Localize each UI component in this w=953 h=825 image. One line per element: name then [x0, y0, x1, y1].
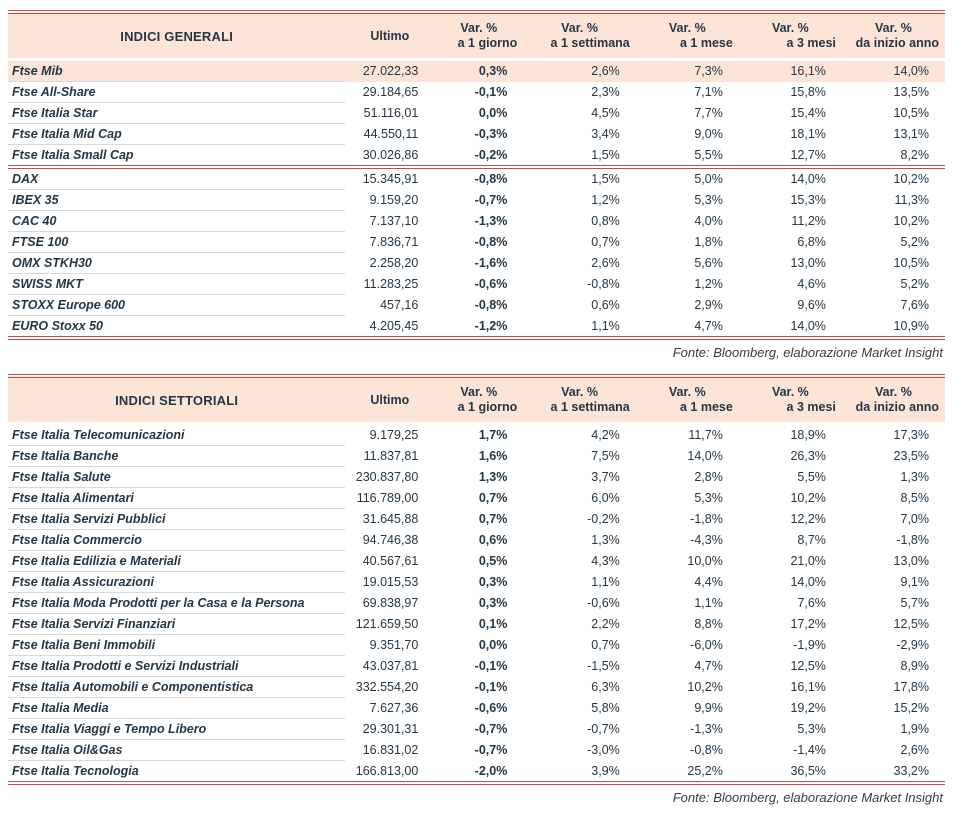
var-value: -0,8%	[690, 743, 723, 757]
index-name: Ftse Italia Small Cap	[8, 145, 345, 168]
var-value: 11,2%	[791, 214, 826, 228]
index-name: Ftse Italia Servizi Pubblici	[8, 509, 345, 530]
var-value: 11,7%	[688, 428, 723, 443]
var-value: 5,7%	[900, 596, 929, 610]
ultimo-value: 15.345,91	[345, 167, 434, 190]
var-value: -0,1%	[474, 85, 508, 99]
var-value: 13,5%	[893, 85, 929, 99]
var-value: 14,0%	[842, 60, 945, 82]
col-header-top: Var. %	[561, 21, 598, 35]
ultimo-value: 4.205,45	[345, 316, 434, 339]
ultimo-value: 166.813,00	[345, 761, 434, 784]
var-value: 1,8%	[694, 235, 723, 249]
var-value: -0,1%	[474, 659, 508, 673]
var-value: 25,2%	[636, 761, 739, 784]
var-value: 0,1%	[478, 617, 508, 631]
col-header-top: Var. %	[561, 385, 598, 399]
var-value: 8,9%	[900, 659, 929, 673]
index-name: Ftse Italia Beni Immobili	[8, 635, 345, 656]
var-value: 2,6%	[523, 60, 635, 82]
var-value: 21,0%	[790, 554, 826, 568]
var-value: 10,2%	[790, 491, 826, 505]
var-value: -1,9%	[793, 638, 826, 652]
col-header-var-1-mese	[636, 12, 739, 60]
var-value: 0,3%	[478, 575, 508, 589]
table-row	[8, 761, 945, 784]
ultimo-value: 27.022,33	[345, 60, 434, 82]
index-name: Ftse Italia Telecomunicazioni	[8, 424, 345, 446]
var-value: -2,0%	[434, 761, 523, 784]
table-body	[8, 424, 945, 784]
var-value: 26,3%	[790, 449, 826, 463]
source-note: Fonte: Bloomberg, elaborazione Market Insight	[672, 790, 943, 805]
var-value: 5,8%	[591, 701, 620, 715]
var-value: 4,5%	[591, 106, 620, 120]
var-value: 18,1%	[790, 127, 826, 141]
var-value: 3,9%	[523, 761, 635, 784]
ultimo-value: 44.550,11	[363, 127, 419, 141]
var-value: 10,0%	[687, 554, 723, 568]
var-value: 18,9%	[790, 428, 826, 443]
source-note: Fonte: Bloomberg, elaborazione Market Insight	[672, 345, 943, 360]
var-value: -0,3%	[474, 127, 508, 141]
index-name: STOXX Europe 600	[8, 295, 345, 316]
var-value: 12,2%	[790, 512, 826, 526]
table-row	[8, 167, 945, 190]
var-value: 16,1%	[790, 680, 826, 694]
ultimo-value: 69.838,97	[362, 596, 419, 610]
var-value: 0,8%	[591, 214, 620, 228]
col-header-top: Var. %	[668, 21, 706, 35]
var-value: 6,3%	[591, 680, 620, 694]
var-value: 13,1%	[893, 127, 929, 141]
table-row	[8, 593, 945, 614]
var-value: 5,5%	[797, 470, 826, 484]
header-row	[8, 12, 945, 60]
col-header-bottom: a 1 mese	[680, 36, 733, 50]
index-name: OMX STKH30	[8, 253, 345, 274]
var-value: -1,8%	[896, 533, 929, 547]
var-value: 4,4%	[694, 575, 723, 589]
var-value: 5,0%	[636, 167, 739, 190]
table-row	[8, 211, 945, 232]
indici-settoriali-table	[8, 374, 945, 785]
var-value: 10,5%	[893, 256, 929, 270]
ultimo-value: 121.659,50	[355, 617, 419, 631]
table-row	[8, 656, 945, 677]
var-value: 36,5%	[739, 761, 842, 784]
header-row	[8, 376, 945, 424]
var-value: 1,7%	[478, 428, 508, 443]
var-value: 33,2%	[842, 761, 945, 784]
var-value: 1,9%	[900, 722, 929, 736]
ultimo-value: 51.116,01	[363, 106, 419, 120]
ultimo-value: 40.567,61	[362, 554, 419, 568]
var-value: 9,6%	[797, 298, 826, 312]
var-value: 10,9%	[842, 316, 945, 339]
var-value: 12,5%	[893, 617, 929, 631]
col-header-var-1-settimana	[523, 376, 635, 424]
var-value: 13,0%	[790, 256, 826, 270]
index-name: FTSE 100	[8, 232, 345, 253]
var-value: 10,2%	[842, 167, 945, 190]
var-value: 0,7%	[591, 235, 620, 249]
ultimo-value: 9.351,70	[369, 638, 419, 652]
var-value: 4,2%	[591, 428, 620, 443]
table-row	[8, 698, 945, 719]
var-value: 0,0%	[478, 106, 508, 120]
col-header-top: Var. %	[771, 21, 809, 35]
index-name: Ftse Italia Commercio	[8, 530, 345, 551]
index-name: Ftse Italia Banche	[8, 446, 345, 467]
index-name: Ftse Italia Mid Cap	[8, 124, 345, 145]
table-row	[8, 509, 945, 530]
var-value: 4,3%	[591, 554, 620, 568]
var-value: 19,2%	[790, 701, 826, 715]
ultimo-value: 7.627,36	[369, 701, 419, 715]
col-header-bottom: da inizio anno	[855, 36, 939, 50]
var-value: 10,2%	[893, 214, 929, 228]
var-value: 0,6%	[591, 298, 620, 312]
table-row	[8, 614, 945, 635]
ultimo-value: 29.301,31	[362, 722, 419, 736]
var-value: -1,8%	[690, 512, 723, 526]
index-name: Ftse Italia Media	[8, 698, 345, 719]
var-value: 4,7%	[636, 316, 739, 339]
index-name: Ftse All-Share	[8, 82, 345, 103]
col-header-top: Var. %	[875, 385, 912, 399]
ultimo-value: 2.258,20	[369, 256, 419, 270]
var-value: 0,7%	[478, 491, 508, 505]
var-value: 17,2%	[790, 617, 826, 631]
col-header-ultimo: Ultimo	[345, 12, 434, 60]
ultimo-value: 11.283,25	[363, 277, 419, 291]
var-value: -1,2%	[434, 316, 523, 339]
indici-generali-block	[8, 10, 945, 360]
var-value: -1,6%	[474, 256, 508, 270]
var-value: -0,7%	[587, 722, 620, 736]
var-value: 2,3%	[591, 85, 620, 99]
table-row	[8, 60, 945, 82]
index-name: Ftse Italia Servizi Finanziari	[8, 614, 345, 635]
var-value: -0,2%	[474, 147, 508, 162]
var-value: 1,3%	[900, 470, 929, 484]
var-value: 23,5%	[893, 449, 929, 463]
table-row	[8, 424, 945, 446]
table-row	[8, 190, 945, 211]
var-value: 3,7%	[591, 470, 620, 484]
col-header-top: Var. %	[875, 21, 912, 35]
table-row	[8, 677, 945, 698]
var-value: 10,5%	[893, 106, 929, 120]
table-row	[8, 530, 945, 551]
var-value: 15,2%	[893, 701, 929, 715]
var-value: -0,6%	[474, 277, 508, 291]
table-row	[8, 232, 945, 253]
index-name: EURO Stoxx 50	[8, 316, 345, 339]
var-value: 15,3%	[790, 193, 826, 207]
var-value: -0,8%	[587, 277, 620, 291]
var-value: -3,0%	[587, 743, 620, 757]
var-value: -0,8%	[474, 235, 508, 249]
table-row	[8, 446, 945, 467]
ultimo-value: 29.184,65	[362, 85, 419, 99]
var-value: 3,4%	[591, 127, 620, 141]
col-header-top: Var. %	[668, 385, 706, 399]
var-value: 13,0%	[893, 554, 929, 568]
col-header-var-1-settimana	[523, 12, 635, 60]
var-value: 11,3%	[894, 193, 929, 207]
col-header-var-inizio-anno	[842, 12, 945, 60]
var-value: 8,8%	[694, 617, 723, 631]
table-row	[8, 295, 945, 316]
var-value: 1,2%	[694, 277, 723, 291]
var-value: 9,0%	[694, 127, 723, 141]
table-row	[8, 145, 945, 168]
index-name: Ftse Italia Automobili e Componentistica	[8, 677, 345, 698]
var-value: 10,2%	[687, 680, 723, 694]
table-row	[8, 82, 945, 103]
index-name: Ftse Italia Viaggi e Tempo Libero	[8, 719, 345, 740]
col-header-bottom: a 1 giorno	[457, 400, 518, 414]
var-value: 15,8%	[790, 85, 826, 99]
col-header-bottom: a 3 mesi	[786, 36, 836, 50]
table-row	[8, 740, 945, 761]
col-header-top: Var. %	[460, 21, 498, 35]
col-header-var-inizio-anno	[842, 376, 945, 424]
var-value: 0,7%	[591, 638, 620, 652]
var-value: 0,7%	[478, 512, 508, 526]
var-value: 5,3%	[797, 722, 826, 736]
var-value: 12,5%	[790, 659, 826, 673]
col-header-var-3-mesi	[739, 12, 842, 60]
var-value: 1,1%	[591, 575, 620, 589]
var-value: 1,6%	[478, 449, 508, 463]
var-value: 1,3%	[591, 533, 620, 547]
var-value: 7,5%	[591, 449, 620, 463]
var-value: -0,7%	[474, 722, 508, 736]
index-name: IBEX 35	[8, 190, 345, 211]
var-value: 6,8%	[797, 235, 826, 249]
index-name: DAX	[8, 167, 345, 190]
var-value: 6,0%	[591, 491, 620, 505]
var-value: 17,8%	[893, 680, 929, 694]
var-value: -1,3%	[690, 722, 723, 736]
col-header-var-1-giorno	[434, 12, 523, 60]
table-body	[8, 60, 945, 339]
var-value: 4,6%	[797, 277, 826, 291]
index-name: Ftse Mib	[8, 60, 345, 82]
col-header-ultimo: Ultimo	[345, 376, 434, 424]
var-value: 0,3%	[434, 60, 523, 82]
var-value: 1,2%	[591, 193, 620, 207]
var-value: 14,0%	[687, 449, 723, 463]
ultimo-value: 30.026,86	[362, 147, 419, 162]
ultimo-value: 11.837,81	[363, 449, 419, 463]
var-value: -0,8%	[434, 167, 523, 190]
col-header-bottom: da inizio anno	[855, 400, 939, 414]
col-header-bottom: a 1 mese	[680, 400, 733, 414]
col-header-top: Var. %	[771, 385, 809, 399]
index-name: Ftse Italia Edilizia e Materiali	[8, 551, 345, 572]
var-value: -6,0%	[690, 638, 723, 652]
var-value: 5,5%	[694, 147, 723, 162]
ultimo-value: 43.037,81	[362, 659, 419, 673]
ultimo-value: 16.831,02	[362, 743, 419, 757]
col-header-var-3-mesi	[739, 376, 842, 424]
var-value: -0,6%	[474, 701, 508, 715]
table-row	[8, 124, 945, 145]
var-value: -2,9%	[896, 638, 929, 652]
table-row	[8, 274, 945, 295]
table-row	[8, 103, 945, 124]
var-value: 0,6%	[478, 533, 508, 547]
ultimo-value: 94.746,38	[362, 533, 419, 547]
var-value: 1,5%	[591, 147, 620, 162]
var-value: 1,1%	[694, 596, 723, 610]
var-value: 7,6%	[797, 596, 826, 610]
var-value: 5,2%	[900, 277, 929, 291]
col-header-bottom: a 3 mesi	[786, 400, 836, 414]
table-row	[8, 488, 945, 509]
col-header-bottom: a 1 settimana	[550, 400, 630, 414]
var-value: 2,9%	[694, 298, 723, 312]
var-value: 2,8%	[694, 470, 723, 484]
var-value: 5,3%	[694, 193, 723, 207]
var-value: 7,1%	[694, 85, 723, 99]
ultimo-value: 332.554,20	[355, 680, 419, 694]
var-value: 17,3%	[893, 428, 929, 443]
table-row	[8, 467, 945, 488]
ultimo-value: 31.645,88	[362, 512, 419, 526]
var-value: 7,0%	[900, 512, 929, 526]
var-value: -0,1%	[474, 680, 508, 694]
var-value: -1,3%	[474, 214, 508, 228]
var-value: 4,7%	[694, 659, 723, 673]
table-title: INDICI SETTORIALI	[8, 376, 345, 424]
indici-generali-table	[8, 10, 945, 340]
table-title: INDICI GENERALI	[8, 12, 345, 60]
col-header-bottom: a 1 giorno	[457, 36, 518, 50]
table-row	[8, 635, 945, 656]
indici-settoriali-block	[8, 374, 945, 805]
var-value: 5,2%	[900, 235, 929, 249]
var-value: -1,4%	[793, 743, 826, 757]
index-name: CAC 40	[8, 211, 345, 232]
var-value: 7,7%	[694, 106, 723, 120]
var-value: 15,4%	[790, 106, 826, 120]
ultimo-value: 7.137,10	[369, 214, 419, 228]
var-value: 8,2%	[900, 147, 929, 162]
var-value: 5,3%	[694, 491, 723, 505]
var-value: -0,6%	[587, 596, 620, 610]
var-value: 16,1%	[739, 60, 842, 82]
var-value: 0,5%	[478, 554, 508, 568]
var-value: 12,7%	[790, 147, 826, 162]
var-value: 4,0%	[694, 214, 723, 228]
index-name: Ftse Italia Prodotti e Servizi Industriali	[8, 656, 345, 677]
table-row	[8, 719, 945, 740]
var-value: 1,5%	[523, 167, 635, 190]
var-value: -4,3%	[690, 533, 723, 547]
var-value: 2,6%	[591, 256, 620, 270]
ultimo-value: 19.015,53	[362, 575, 419, 589]
var-value: 2,6%	[900, 743, 929, 757]
var-value: 0,0%	[478, 638, 508, 652]
col-header-bottom: a 1 settimana	[550, 36, 630, 50]
table-row	[8, 572, 945, 593]
var-value: 14,0%	[739, 316, 842, 339]
index-name: Ftse Italia Star	[8, 103, 345, 124]
col-header-var-1-mese	[636, 376, 739, 424]
var-value: 1,3%	[478, 470, 508, 484]
index-name: SWISS MKT	[8, 274, 345, 295]
table-row	[8, 316, 945, 339]
ultimo-value: 9.159,20	[369, 193, 419, 207]
ultimo-value: 457,16	[380, 298, 419, 312]
var-value: -0,2%	[587, 512, 620, 526]
index-name: Ftse Italia Alimentari	[8, 488, 345, 509]
var-value: 0,3%	[478, 596, 508, 610]
ultimo-value: 9.179,25	[369, 428, 419, 443]
index-name: Ftse Italia Moda Prodotti per la Casa e la Persona	[8, 593, 345, 614]
var-value: -0,8%	[474, 298, 508, 312]
table-row	[8, 253, 945, 274]
var-value: -0,7%	[474, 193, 508, 207]
var-value: -0,7%	[474, 743, 508, 757]
var-value: 7,6%	[900, 298, 929, 312]
var-value: 8,7%	[797, 533, 826, 547]
var-value: 9,1%	[900, 575, 929, 589]
var-value: 14,0%	[790, 575, 826, 589]
var-value: 14,0%	[739, 167, 842, 190]
ultimo-value: 230.837,80	[355, 470, 419, 484]
var-value: -1,5%	[587, 659, 620, 673]
index-name: Ftse Italia Assicurazioni	[8, 572, 345, 593]
var-value: 8,5%	[900, 491, 929, 505]
ultimo-value: 116.789,00	[356, 491, 419, 505]
var-value: 9,9%	[694, 701, 723, 715]
index-name: Ftse Italia Oil&Gas	[8, 740, 345, 761]
col-header-var-1-giorno	[434, 376, 523, 424]
ultimo-value: 7.836,71	[369, 235, 419, 249]
var-value: 5,6%	[694, 256, 723, 270]
var-value: 2,2%	[591, 617, 620, 631]
var-value: 1,1%	[523, 316, 635, 339]
index-name: Ftse Italia Salute	[8, 467, 345, 488]
index-name: Ftse Italia Tecnologia	[8, 761, 345, 784]
var-value: 7,3%	[636, 60, 739, 82]
col-header-top: Var. %	[460, 385, 498, 399]
table-row	[8, 551, 945, 572]
